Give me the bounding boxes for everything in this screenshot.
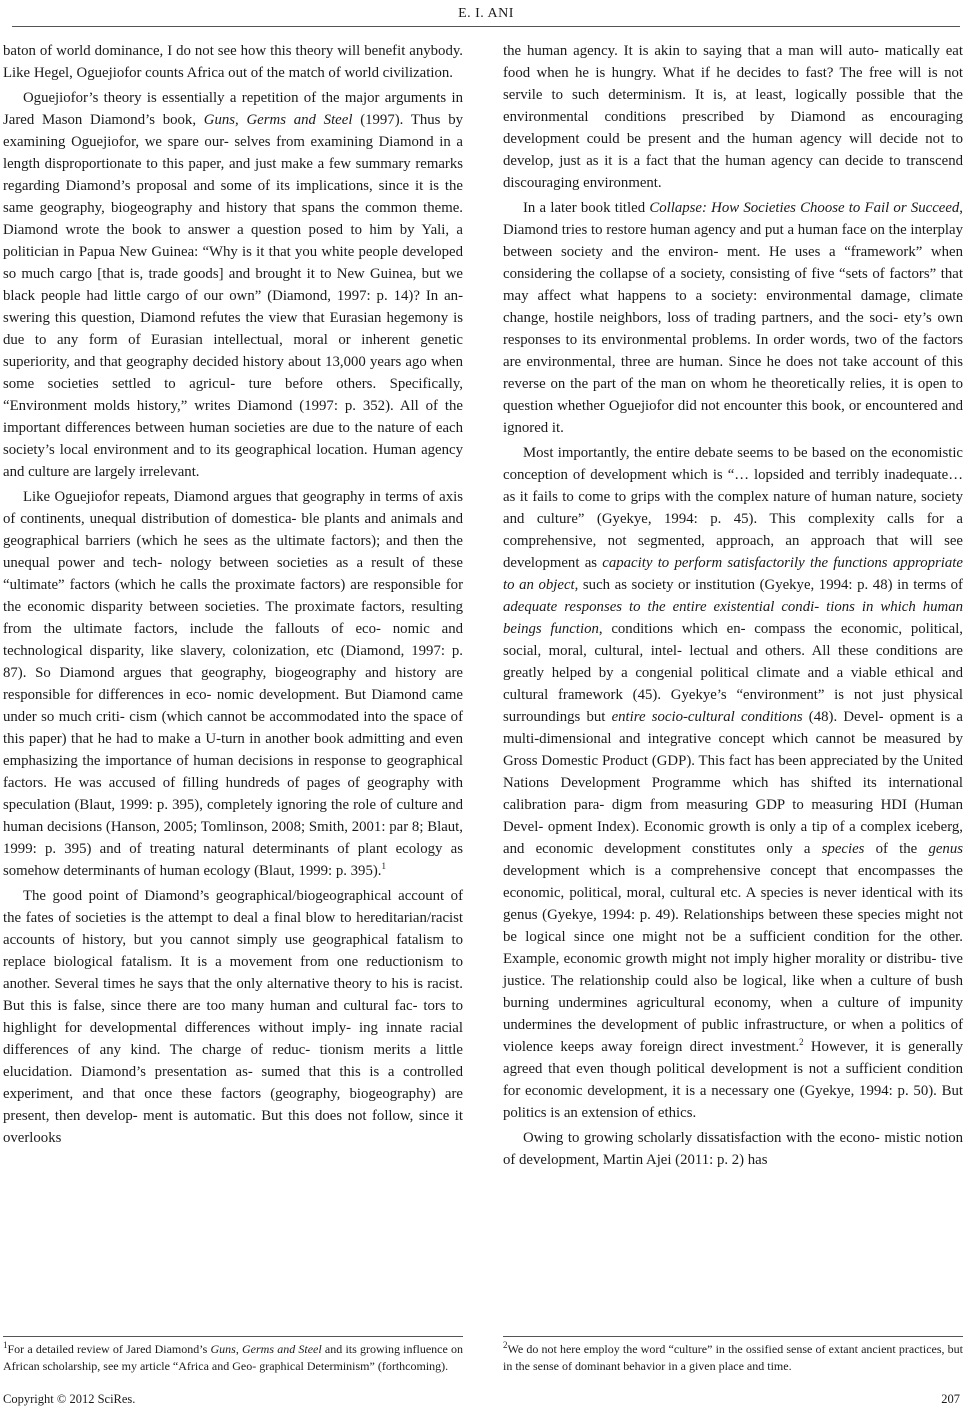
book-title: Germs and Steel [246,112,353,128]
emphasis: genus [928,841,963,857]
footnote-number: 2 [503,1340,508,1350]
emphasis: entire socio-cultural conditions [611,709,803,725]
book-title: Guns [203,112,236,128]
footnote-rule [503,1336,963,1337]
emphasis: adequate responses to the entire existential condi- tions in which human beings function [503,599,963,637]
emphasis: species [821,841,865,857]
footnote-1: $^1$For a detailed review of Jared Diamond’s Guns, Germs and Steel and its growing influence on African scholarship, see my article “Africa and Geo- graphical Determinism” (forthcoming). [3,1340,464,1373]
book-title: Collapse: How Societies Choose to Fail or Succeed [649,200,960,216]
right-column [503,40,963,1171]
paragraph: Most importantly, the entire debate seems to be based on the economistic conception of development which is “… lopsided and terribly inadequate… as it fails to come to grips with the complex nature of human nature, society and culture” (Gyekye, 1994: p. 45). This complexity calls for a comprehensive, not segmented, approach, an approach that will see development as capacity to perform satisfactorily the functions appropriate to an object, such as society or institution (Gyekye, 1994: p. 48) in terms of adequate responses to the entire existential condi- tions in which human beings function, conditions which en- compass the economic, political, social, moral, cultural, intel- lectual and others. All these conditions are greatly helped by a congenial political climate and a viable ethical and cultural framework (45). Gyekye’s “environment” is not just physical surroundings but entire socio-cultural conditions (48). Devel- opment is a multi-dimensional and integrative concept which cannot be measured by Gross Domestic Product (GDP). This fact has been appreciated by the United Nations Development Programme which has shifted its international calibration para- digm from measuring GDP to measuring HDI (Human Devel- opment Index). Economic growth is only a tip of a complex iceberg, and economic development constitutes only a species of the genus development which is a comprehensive concept that encompasses the economic, political, moral, cultural etc. A species is never identical with its genus (Gyekye, 1994: p. 49). Relationships between these species might not be logical since one might not be a sufficient condition for the other. Example, economic growth might not imply higher morality or distribu- tive justice. The relationship could also be logical, like when a culture of bush burning undermines agricultural economy, when a culture of impunity undermines the development of public infrastructure, or when a politics of violence keeps away foreign direct investment.$^2$ However, it is generally agreed that even though political development is not a sufficient condition for economic development, it is a necessary one (Gyekye, 1994: p. 50). But politics is an extension of ethics. [503,445,964,1121]
paragraph: Owing to growing scholarly dissatisfaction with the econo- mistic notion of development, Martin Ajei (2011: p. 2) has [503,1130,963,1168]
page-number: 207 [941,1392,960,1406]
running-header: E. I. ANI [458,6,514,21]
paragraph: In a later book titled Collapse: How Societies Choose to Fail or Succeed, Diamond tries to restore human agency and put a human face on the interplay between society and the environ- ment. He uses a “framework” when considering the collapse of a society, consisting of five “sets of factors” that may affect what happens to a society: environmental damage, climate change, hostile neighbors, loss of trading partners, and the soci- ety’s own responses to its environmental problems. In order words, two of the factors are environmental, three are human. Since he does not take account of this reverse on the part of the man on whom he theoretically relies, it is open to question whether Oguejiofor did not encounter this book, or encountered and ignored it. [503,200,963,436]
paragraph: baton of world dominance, I do not see how this theory will benefit anybody. Like Hegel, Oguejiofor counts Africa out of the match of world civilization. [3,43,463,81]
footnote-ref[interactable]: 2 [799,1037,804,1048]
footnote-rule [3,1336,463,1337]
paragraph: The good point of Diamond’s geographical/biogeographical account of the fates of societies is the attempt to deal a final blow to hereditarian/racist accounts of history, but you cannot simply use geographical fatalism to replace biological fatalism. It is a movement from one reductionism to another. Several times he says that the only alternative theory to his is racist. But this is false, since there are too many human and cultural fac- tors to highlight for developmental differences without imply- ing innate racial differences of any kind. The charge of reduc- tionism merits a little elucidation. Diamond’s presentation as- sumed that this is a controlled experiment, and that once these factors (geography, biogeography) are present, then develop- ment is automatic. But this does not follow, since it overlooks [3,888,463,1146]
footnote-number: 1 [3,1340,8,1350]
footnote-ref[interactable]: 1 [381,861,386,872]
emphasis: capacity to perform satisfactorily the functions appropriate to an object [503,555,963,593]
footnote-2: $^2$We do not here employ the word “culture” in the ossified sense of extant ancient practices, but in the sense of dominant behavior in a given place and time. [503,1340,963,1373]
book-title: Guns [210,1342,236,1356]
header-rule [12,26,960,27]
paragraph: the human agency. It is akin to saying that a man will auto- matically eat food when he is hungry. What if he decides to fast? The free will is not servile to such determinism. It is, at least, logically possible that the environmental conditions prescribed by Diamond as encouraging development could be present and the human agency will decide not to develop, just as it is a fact that the human agency can decide to transcend discouraging environment. [503,43,963,191]
paragraph: Like Oguejiofor repeats, Diamond argues that geography in terms of axis of continents, unequal distribution of domestica- ble plants and animals and geographical barriers (which he sees as the ultimate factors); and then the unequal power and tech- nology between societies as a result of these “ultimate” factors (which he calls the proximate factors) are responsible for the economic disparity between societies. The proximate factors, resulting from the ultimate factors, include the fallouts of eco- nomic and technological disparity, like slavery, colonization, etc (Diamond, 1997: p. 87). So Diamond argues that geography, biogeography and history are responsible for differences in eco- nomic development. But Diamond came under so much criti- cism (which cannot be accommodated into the space of this paper) that he had to make a U-turn in another book admitting and even emphasizing the importance of human decisions in response to geographical factors. He was accused of filling hundreds of pages of geography with speculation (Blaut, 1999: p. 395), completely ignoring the role of culture and human decisions (Hanson, 2005; Tomlinson, 2008; Smith, 2001: par 8; Blaut, 1999: p. 395) and of treating natural determinants of plant ecology as somehow determinants of human ecology (Blaut, 1999: p. 395).$^1$ [3,489,463,879]
book-title: Germs and Steel [242,1342,322,1356]
paragraph: Oguejiofor’s theory is essentially a repetition of the major arguments in Jared Mason Diamond’s book, Guns, Germs and Steel (1997). Thus by examining Oguejiofor, we spare our- selves from examining Diamond in a length disproportionate to this paper, and just make a few summary remarks regarding Diamond’s proposal and some of its implications, since it is the same geography, biogeography and history that spans the common theme. Diamond wrote the book to answer a question posed to him by Yali, a politician in Papua New Guinea: “Why is it that you white people developed so much cargo [that is, trade goods] and brought it to New Guinea, but we black people had little cargo of our own” (Diamond, 1997: p. 14)? In an- swering this question, Diamond refutes the view that Eurasian hegemony is due to any form of Eurasian intellectual, moral or inherent genetic superiority, and that geography decided history about 13,000 years ago when some societies settled to agricul- ture before others. Specifically, “Environment molds history,” writes Diamond (1997: p. 352). All of the important differences between human societies are due to the nature of each society’s local environment and to its geographical location. Human agency and culture are largely irrelevant. [3,90,463,480]
left-column [3,40,463,1149]
copyright-notice: Copyright © 2012 SciRes. [3,1392,136,1406]
